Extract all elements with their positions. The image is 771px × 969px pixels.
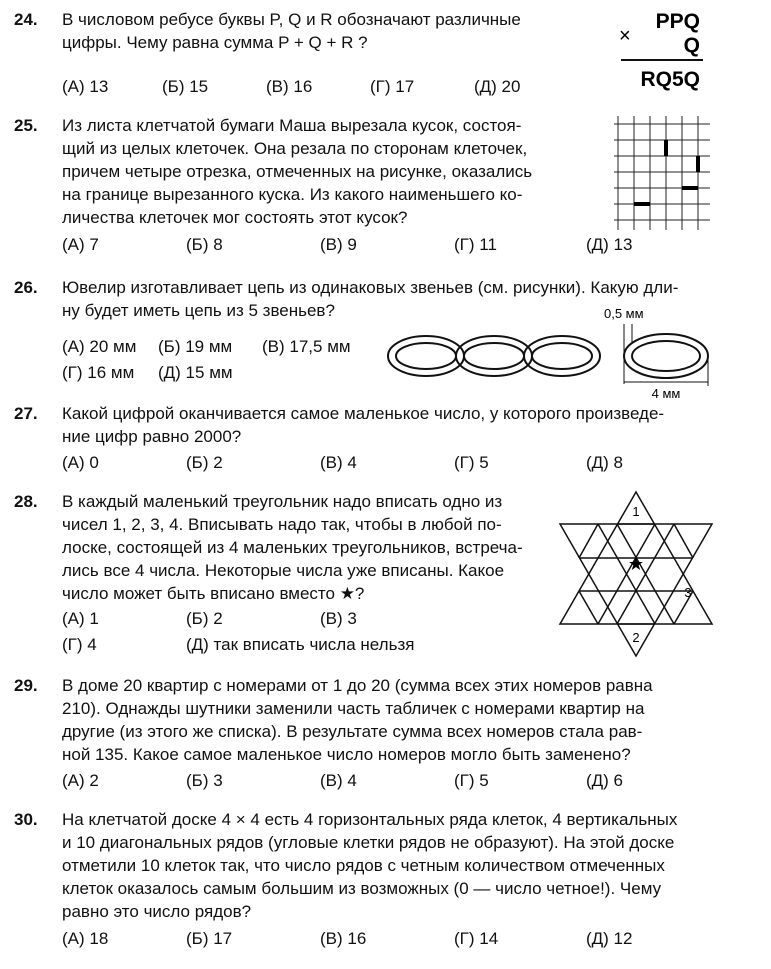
problem-25 bbox=[0, 114, 771, 264]
problem-number: 26. bbox=[14, 278, 38, 297]
option-a: (А) 20 мм bbox=[62, 337, 137, 356]
option-b: (Б) 19 мм bbox=[158, 337, 233, 356]
problem-number: 27. bbox=[14, 404, 38, 423]
label-1: 1 bbox=[632, 504, 640, 519]
problem-text: Из листа клетчатой бумаги Маша вырезала кусок, состоя- щий из целых клеточек. Она резала по сторонам клеточек, причем четыре отрезка, отмеченных на рисунке, оказались на границе вырезанного куска. Из какого наименьшего ко- личества клеточек мог состоять этот кусок? bbox=[62, 116, 533, 227]
option-d: (Г) 17 bbox=[370, 77, 415, 96]
option-e: (Д) так вписать числа нельзя bbox=[186, 635, 415, 654]
problem-number: 25. bbox=[14, 116, 38, 135]
option-b: (Б) 17 bbox=[186, 929, 233, 948]
problem-28 bbox=[0, 490, 771, 660]
option-e: (Д) 6 bbox=[586, 771, 624, 790]
option-d: (Г) 16 мм bbox=[62, 363, 135, 382]
option-b: (Б) 2 bbox=[186, 453, 223, 472]
problem-text: В доме 20 квартир с номерами от 1 до 20 (сумма всех этих номеров равна 210). Однажды шутники заменили часть табличек с номерами квартир на другие (из этого же списка). В результате сумма всех номеров стала рав- ной 135. Какое самое маленькое число номеров могло быть заменено? bbox=[62, 676, 653, 764]
option-a: (А) 1 bbox=[62, 609, 99, 628]
rebus-mid: Q bbox=[683, 34, 700, 57]
option-b: (Б) 2 bbox=[186, 609, 223, 628]
option-d: (Г) 5 bbox=[454, 771, 489, 790]
multiply-sign: × bbox=[619, 25, 631, 47]
option-c: (В) 4 bbox=[320, 453, 357, 472]
option-c: (В) 16 bbox=[320, 929, 367, 948]
option-b: (Б) 15 bbox=[162, 77, 209, 96]
option-d: (Г) 14 bbox=[454, 929, 499, 948]
option-d: (Г) 4 bbox=[62, 635, 97, 654]
problem-text: На клетчатой доске 4 × 4 есть 4 горизонтальных ряда клеток, 4 вертикальных и 10 диагональных рядов (угловые клетки рядов не образуют). На этой доске отметили 10 клеток так, что число рядов с четным количеством отмеченных клеток оказалось самым большим из возможных (0 — число четное!). Чему равно это число рядов? bbox=[62, 810, 678, 921]
option-b: (Б) 3 bbox=[186, 771, 223, 790]
thickness-label: 0,5 мм bbox=[604, 306, 644, 321]
problem-text: В каждый маленький треугольник надо вписать одно из чисел 1, 2, 3, 4. Вписывать надо так, чтобы в любой по- лоске, состоящей из 4 маленьких треугольников, встреча- лись все 4 числа. Некоторые числа уже вписаны. Какое число может быть вписано вместо ★? bbox=[62, 492, 523, 603]
option-c: (В) 9 bbox=[320, 235, 357, 254]
problem-number: 24. bbox=[14, 10, 38, 29]
option-d: (Г) 5 bbox=[454, 453, 489, 472]
rebus-result: RQ5Q bbox=[640, 68, 700, 91]
chain-figure bbox=[384, 330, 616, 382]
star-triangle-figure bbox=[558, 490, 718, 660]
option-e: (Д) 15 мм bbox=[158, 363, 233, 382]
problem-29 bbox=[0, 674, 771, 794]
label-3: 3 bbox=[684, 585, 692, 600]
option-c: (В) 17,5 мм bbox=[262, 337, 351, 356]
option-a: (А) 2 bbox=[62, 771, 99, 790]
problem-number: 29. bbox=[14, 676, 38, 695]
option-e: (Д) 8 bbox=[586, 453, 624, 472]
option-e: (Д) 20 bbox=[474, 77, 521, 96]
option-e: (Д) 13 bbox=[586, 235, 633, 254]
star-icon: ★ bbox=[627, 554, 645, 575]
option-a: (А) 18 bbox=[62, 929, 109, 948]
problem-number: 30. bbox=[14, 810, 38, 829]
option-d: (Г) 11 bbox=[454, 235, 497, 254]
rebus-top: PPQ bbox=[655, 10, 700, 33]
option-c: (В) 3 bbox=[320, 609, 357, 628]
problem-text: В числовом ребусе буквы P, Q и R обозначают различные цифры. Чему равна сумма P + Q + R ? bbox=[62, 10, 521, 52]
problem-text: Какой цифрой оканчивается самое маленькое число, у которого произведе- ние цифр равно 2000? bbox=[62, 404, 665, 446]
option-a: (А) 0 bbox=[62, 453, 99, 472]
option-a: (А) 7 bbox=[62, 235, 99, 254]
length-label: 4 мм bbox=[651, 386, 681, 401]
problem-30 bbox=[0, 808, 771, 958]
problem-27 bbox=[0, 402, 771, 482]
problem-number: 28. bbox=[14, 492, 38, 511]
problem-24 bbox=[0, 8, 771, 98]
label-2: 2 bbox=[632, 630, 640, 645]
option-c: (В) 4 bbox=[320, 771, 357, 790]
grid-figure bbox=[612, 114, 712, 232]
rebus-figure bbox=[615, 8, 710, 93]
problem-26 bbox=[0, 276, 771, 401]
option-a: (А) 13 bbox=[62, 77, 109, 96]
option-c: (В) 16 bbox=[266, 77, 313, 96]
link-figure bbox=[600, 304, 720, 404]
option-e: (Д) 12 bbox=[586, 929, 633, 948]
problem-text: Ювелир изготавливает цепь из одинаковых звеньев (см. рисунки). Какую дли- ну будет иметь цепь из 5 звеньев? bbox=[62, 278, 679, 320]
option-b: (Б) 8 bbox=[186, 235, 223, 254]
